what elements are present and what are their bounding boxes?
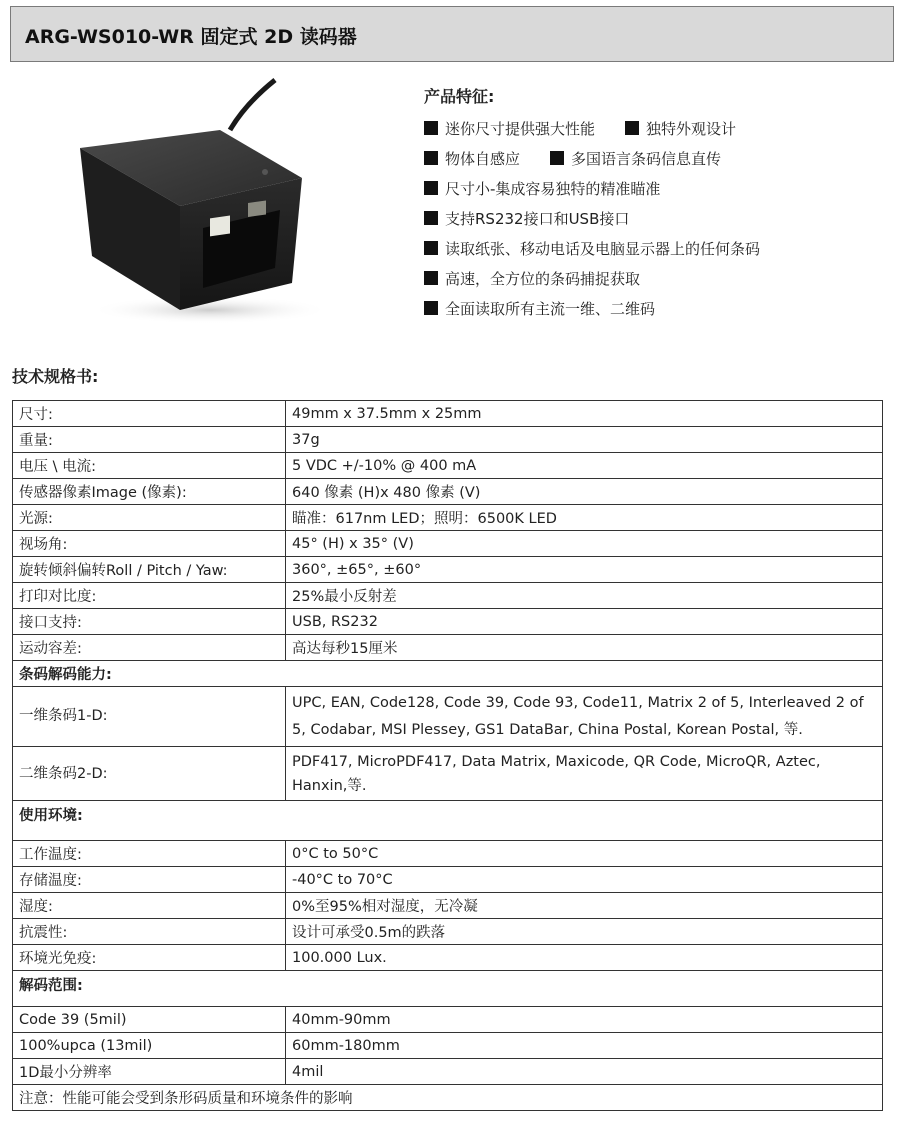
feature-row — [424, 234, 894, 264]
bullet-square-icon — [424, 211, 438, 225]
spec-table — [12, 400, 883, 1111]
feature-text: 尺寸小-集成容易独特的精准瞄准 — [445, 180, 661, 198]
bullet-square-icon — [625, 121, 639, 135]
table-row — [13, 453, 883, 479]
bullet-square-icon — [424, 301, 438, 315]
feature-item — [424, 234, 760, 264]
table-row — [13, 635, 883, 661]
spec-value: 5 VDC +/-10% @ 400 mA — [286, 453, 883, 479]
feature-row — [424, 294, 894, 324]
feature-text: 独特外观设计 — [646, 120, 737, 138]
table-row — [13, 505, 883, 531]
section-row — [13, 971, 883, 1007]
spec-label: 湿度: — [13, 893, 286, 919]
table-row — [13, 1007, 883, 1033]
spec-value: USB, RS232 — [286, 609, 883, 635]
spec-label: 抗震性: — [13, 919, 286, 945]
spec-label: 一维条码1-D: — [13, 687, 286, 747]
spec-value: 40mm-90mm — [286, 1007, 883, 1033]
section-row — [13, 801, 883, 841]
spec-label: Code 39 (5mil) — [13, 1007, 286, 1033]
spec-value: UPC, EAN, Code128, Code 39, Code 93, Code11, Matrix 2 of 5, Interleaved 2 of 5, Codabar, MSI Plessey, GS1 DataBar, China Postal, Korean Postal, 等. — [286, 687, 883, 747]
table-row — [13, 427, 883, 453]
features-panel — [424, 84, 894, 324]
spec-label: 工作温度: — [13, 841, 286, 867]
spec-value: 瞄准：617nm LED；照明：6500K LED — [286, 505, 883, 531]
spec-label: 接口支持: — [13, 609, 286, 635]
feature-text: 迷你尺寸提供强大性能 — [445, 120, 596, 138]
table-row — [13, 609, 883, 635]
table-row — [13, 747, 883, 801]
spec-value: 0%至95%相对湿度，无冷凝 — [286, 893, 883, 919]
spec-value: 60mm-180mm — [286, 1033, 883, 1059]
table-row — [13, 1033, 883, 1059]
section-row — [13, 661, 883, 687]
feature-row — [424, 114, 894, 144]
feature-text: 支持RS232接口和USB接口 — [445, 210, 630, 228]
feature-item — [625, 114, 736, 144]
table-row — [13, 919, 883, 945]
note-row — [13, 1085, 883, 1111]
table-row — [13, 531, 883, 557]
feature-row — [424, 174, 894, 204]
section-title: 条码解码能力: — [13, 661, 883, 687]
table-row — [13, 841, 883, 867]
bullet-square-icon — [424, 181, 438, 195]
bullet-square-icon — [424, 151, 438, 165]
section-title: 使用环境: — [13, 801, 883, 841]
feature-text: 读取纸张、移动电话及电脑显示器上的任何条码 — [445, 240, 761, 258]
spec-label: 100%upca (13mil) — [13, 1033, 286, 1059]
feature-text: 多国语言条码信息直传 — [571, 150, 722, 168]
spec-label: 存储温度: — [13, 867, 286, 893]
feature-row — [424, 204, 894, 234]
spec-label: 1D最小分辨率 — [13, 1059, 286, 1085]
feature-item — [550, 144, 721, 174]
spec-value: -40°C to 70°C — [286, 867, 883, 893]
spec-value: 高达每秒15厘米 — [286, 635, 883, 661]
spec-label: 二维条码2-D: — [13, 747, 286, 801]
spec-label: 尺寸: — [13, 401, 286, 427]
table-row — [13, 893, 883, 919]
spec-value: 4mil — [286, 1059, 883, 1085]
spec-label: 运动容差: — [13, 635, 286, 661]
note-text: 注意：性能可能会受到条形码质量和环境条件的影响 — [13, 1085, 883, 1111]
spec-value: 0°C to 50°C — [286, 841, 883, 867]
title-bar — [10, 6, 894, 62]
feature-text: 物体自感应 — [445, 150, 521, 168]
feature-item — [424, 114, 595, 144]
table-row — [13, 401, 883, 427]
spec-label: 旋转倾斜偏转Roll / Pitch / Yaw: — [13, 557, 286, 583]
spec-label: 光源: — [13, 505, 286, 531]
page-title: ARG-WS010-WR 固定式 2D 读码器 — [25, 26, 357, 48]
table-row — [13, 583, 883, 609]
bullet-square-icon — [424, 121, 438, 135]
feature-item — [424, 294, 655, 324]
spec-label: 电压 \ 电流: — [13, 453, 286, 479]
feature-item — [424, 144, 520, 174]
spec-label: 视场角: — [13, 531, 286, 557]
table-row — [13, 867, 883, 893]
feature-item — [424, 264, 640, 294]
table-row — [13, 945, 883, 971]
spec-label: 重量: — [13, 427, 286, 453]
feature-row — [424, 264, 894, 294]
bullet-square-icon — [550, 151, 564, 165]
bullet-square-icon — [424, 241, 438, 255]
spec-value: 360°, ±65°, ±60° — [286, 557, 883, 583]
spec-value: 640 像素 (H)x 480 像素 (V) — [286, 479, 883, 505]
feature-item — [424, 174, 660, 204]
spec-value: 100.000 Lux. — [286, 945, 883, 971]
feature-text: 高速，全方位的条码捕捉获取 — [445, 270, 641, 288]
table-row — [13, 479, 883, 505]
spec-value: 设计可承受0.5m的跌落 — [286, 919, 883, 945]
spec-value: 37g — [286, 427, 883, 453]
product-photo — [70, 78, 330, 328]
spec-value: PDF417, MicroPDF417, Data Matrix, Maxicode, QR Code, MicroQR, Aztec, Hanxin,等. — [286, 747, 883, 801]
table-row — [13, 687, 883, 747]
feature-item — [424, 204, 629, 234]
feature-text: 全面读取所有主流一维、二维码 — [445, 300, 656, 318]
features-heading: 产品特征: — [424, 87, 495, 106]
spec-label: 环境光免疫: — [13, 945, 286, 971]
feature-row — [424, 144, 894, 174]
spec-label: 打印对比度: — [13, 583, 286, 609]
spec-value: 25%最小反射差 — [286, 583, 883, 609]
spec-heading: 技术规格书: — [12, 367, 99, 386]
bullet-square-icon — [424, 271, 438, 285]
section-title: 解码范围: — [13, 971, 883, 1007]
spec-value: 49mm x 37.5mm x 25mm — [286, 401, 883, 427]
spec-label: 传感器像素Image (像素): — [13, 479, 286, 505]
table-row — [13, 1059, 883, 1085]
table-row — [13, 557, 883, 583]
features-list — [424, 114, 894, 324]
spec-value: 45° (H) x 35° (V) — [286, 531, 883, 557]
